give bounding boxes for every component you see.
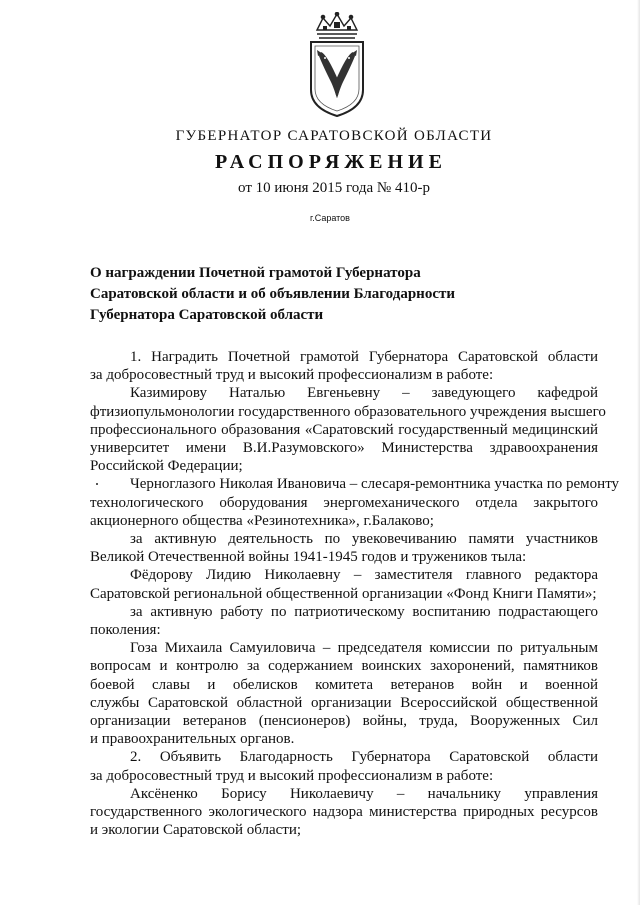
paragraph-gratitude-intro bbox=[90, 748, 598, 784]
body-line: Аксёненко Борису Николаевичу – начальнику управления bbox=[130, 785, 598, 802]
body-line: технологического оборудования энергомеханического отдела закрытого bbox=[90, 494, 598, 511]
body-line: Фёдорову Лидию Николаевну – заместителя главного редактора bbox=[130, 567, 598, 584]
subject-line: О награждении Почетной грамотой Губернатора bbox=[90, 265, 421, 281]
body-line: Черноглазого Николая Ивановича – слесаря-ремонтника участка по ремонту bbox=[130, 476, 620, 493]
subject-line: Саратовской области и об объявлении Благодарности bbox=[90, 286, 455, 302]
body-line: и экологии Саратовской области; bbox=[90, 822, 302, 839]
paragraph-category bbox=[90, 603, 598, 639]
body-line: университет имени В.И.Разумовского» Министерства здравоохранения bbox=[90, 440, 598, 457]
body-line: вопросам и контролю за содержанием воинских захоронений, памятников bbox=[90, 658, 598, 675]
document-date-number: от 10 июня 2015 года № 410-р bbox=[238, 180, 430, 196]
document-type: РАСПОРЯЖЕНИЕ bbox=[215, 151, 447, 173]
document-subject bbox=[90, 263, 470, 326]
body-line: 1. Наградить Почетной грамотой Губернатора Саратовской области bbox=[130, 349, 598, 365]
body-line: за добросовестный труд и высокий профессионализм в работе: bbox=[90, 367, 494, 384]
body-line: службы Саратовской областной организации Всероссийской общественной bbox=[90, 694, 598, 711]
scan-speck bbox=[96, 483, 98, 485]
saratov-coat-of-arms-icon bbox=[303, 12, 371, 120]
body-line: фтизиопульмонологии государственного образовательного учреждения высшего bbox=[90, 403, 606, 420]
body-line: Великой Отечественной войны 1941-1945 годов и тружеников тыла: bbox=[90, 549, 527, 566]
paragraph-recipient bbox=[90, 639, 598, 748]
paragraph-recipient bbox=[90, 384, 606, 475]
body-line: и правоохранительных органов. bbox=[90, 731, 295, 748]
body-line: за активную деятельность по увековечиванию памяти участников bbox=[130, 531, 598, 548]
issuer-title: ГУБЕРНАТОР САРАТОВСКОЙ ОБЛАСТИ bbox=[175, 128, 493, 144]
paragraph-recipient bbox=[90, 566, 598, 602]
body-line: боевой славы и обелисков комитета ветеранов войн и военной bbox=[90, 676, 598, 693]
body-line: за активную работу по патриотическому воспитанию подрастающего bbox=[130, 603, 598, 620]
body-line: поколения: bbox=[90, 622, 161, 639]
body-line: за добросовестный труд и высокий профессионализм в работе: bbox=[90, 767, 494, 784]
paragraph-category bbox=[90, 530, 598, 566]
body-line: Саратовской региональной общественной организации «Фонд Книги Памяти»; bbox=[90, 585, 597, 602]
body-line: акционерного общества «Резинотехника», г.Балаково; bbox=[90, 512, 434, 529]
paragraph-award-intro bbox=[90, 348, 598, 384]
body-line: профессионального образования «Саратовский государственный медицинский bbox=[90, 421, 598, 438]
document-city: г.Саратов bbox=[310, 213, 350, 223]
paragraph-recipient bbox=[90, 475, 620, 530]
body-line: Казимирову Наталью Евгеньевну – заведующего кафедрой bbox=[130, 385, 598, 402]
body-line: государственного экологического надзора министерства природных ресурсов bbox=[90, 804, 598, 821]
paragraph-recipient bbox=[90, 785, 598, 840]
body-line: Гоза Михаила Самуиловича – председателя комиссии по ритуальным bbox=[130, 640, 598, 657]
subject-line: Губернатора Саратовской области bbox=[90, 307, 324, 323]
body-line: 2. Объявить Благодарность Губернатора Саратовской области bbox=[130, 749, 598, 766]
body-line: Российской Федерации; bbox=[90, 458, 243, 475]
body-line: организации ветеранов (пенсионеров) войны, труда, Вооруженных Сил bbox=[90, 713, 598, 730]
document-body bbox=[90, 348, 620, 839]
